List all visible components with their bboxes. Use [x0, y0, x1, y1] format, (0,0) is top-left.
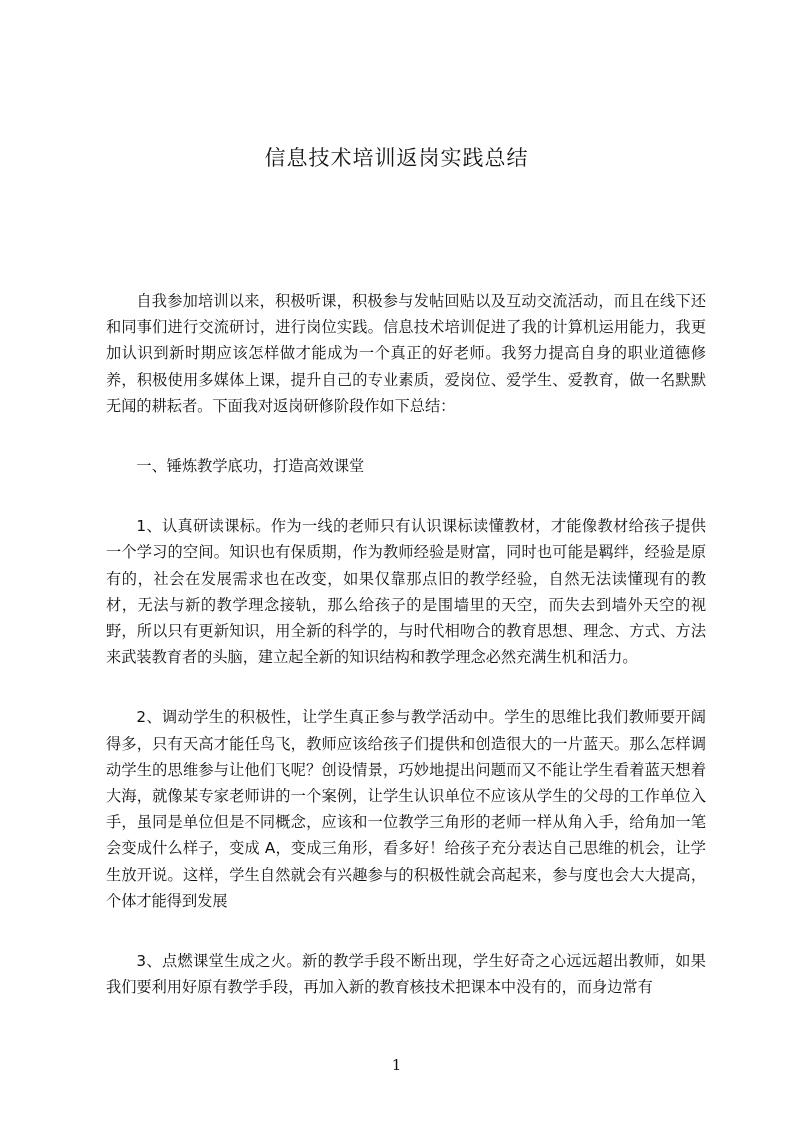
item-paragraph-3: 3、点燃课堂生成之火。新的教学手段不断出现，学生好奇之心远远超出教师，如果我们要利用好原有教学手段，再加入新的教育核技术把课本中没有的，而身边常有 — [106, 952, 706, 997]
item-paragraph-1: 1、认真研读课标。作为一线的老师只有认识课标读懂教材，才能像教材给孩子提供一个学习的空间。知识也有保质期，作为教师经验是财富，同时也可能是羁绊，经验是原有的，社会在发展需求也在改变，如果仅靠那点旧的教学经验，自然无法读懂现有的教材，无法与新的教学理念接轨，那么给孩子的是围墙里的天空，而失去到墙外天空的视野，所以只有更新知识，用全新的科学的，与时代相吻合的教育思想、理念、方式、方法来武装教育者的头脑，建立起全新的知识结构和教学理念必然充满生机和活力。 — [106, 517, 706, 667]
document-body — [106, 288, 706, 1000]
document-title: 信息技术培训返岗实践总结 — [264, 146, 529, 170]
paragraph-gap — [106, 419, 706, 453]
page-number: 1 — [391, 1056, 402, 1074]
item-paragraph-2: 2、调动学生的积极性，让学生真正参与教学活动中。学生的思维比我们教师要开阔得多，只有天高才能任鸟飞，教师应该给孩子们提供和创造很大的一片蓝天。那么怎样调动学生的思维参与让他们飞呢？创设情景，巧妙地提出问题而又不能让学生看着蓝天想着大海，就像某专家老师讲的一个案例，让学生认识单位不应该从学生的父母的工作单位入手，虽同是单位但是不同概念，应该和一位教学三角形的老师一样从角入手，给角加一笔会变成什么样子，变成 A，变成三角形，看多好！给孩子充分表达自己思维的机会，让学生放开说。这样，学生自然就会有兴趣参与的积极性就会高起来，参与度也会大大提高，个体才能得到发展 — [106, 708, 706, 910]
paragraph-gap — [106, 479, 706, 513]
section-heading: 一、锤炼教学底功，打造高效课堂 — [136, 457, 365, 476]
paragraph-gap — [106, 914, 706, 948]
paragraph-gap — [106, 670, 706, 704]
intro-paragraph: 自我参加培训以来，积极听课，积极参与发帖回贴以及互动交流活动，而且在线下还和同事们进行交流研讨，进行岗位实践。信息技术培训促进了我的计算机运用能力，我更加认识到新时期应该怎样做才能成为一个真正的好老师。我努力提高自身的职业道德修养，积极使用多媒体上课，提升自己的专业素质，爱岗位、爱学生、爱教育，做一名默默无闻的耕耘者。下面我对返岗研修阶段作如下总结： — [106, 292, 706, 415]
